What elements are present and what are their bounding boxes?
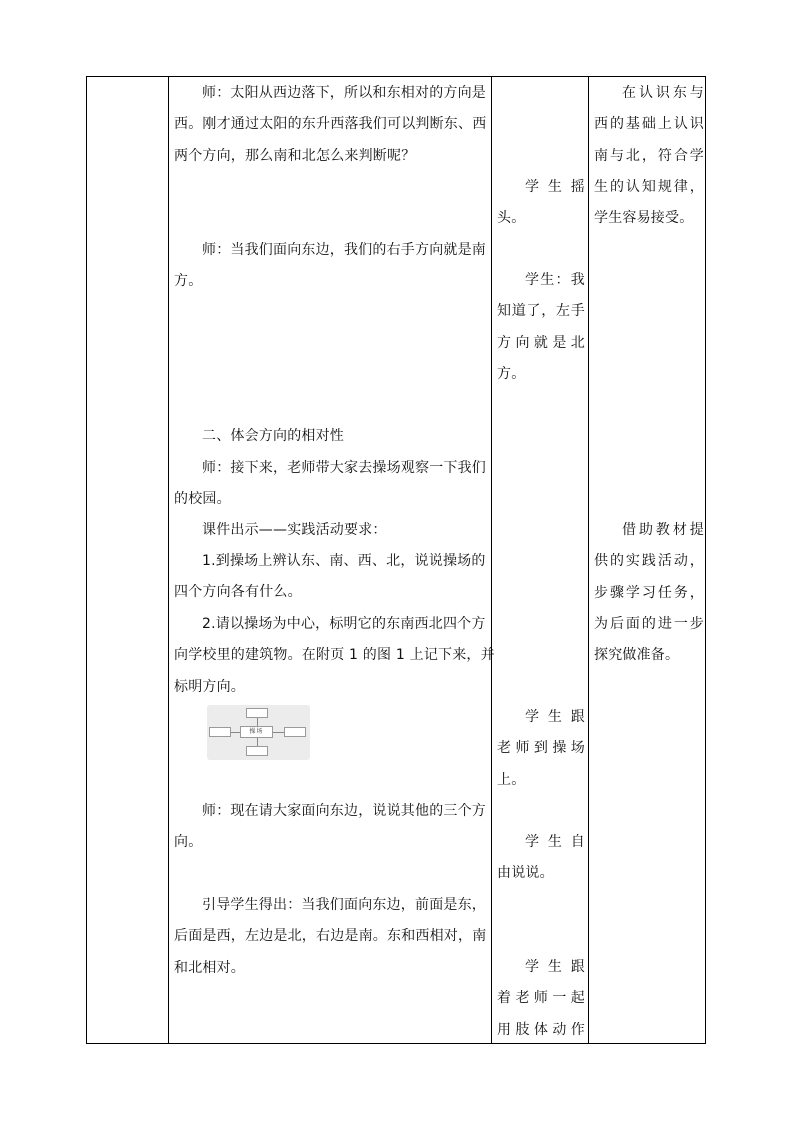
playground-box: 操场 xyxy=(240,726,273,738)
design-note-2: 借助教材提 供的实践活动， 步骤学习任务， 为后面的进一步 探究做准备。 xyxy=(594,522,704,664)
east-box xyxy=(284,727,306,737)
student-response-1: 学生摇 头。 xyxy=(497,179,585,227)
activity-item-1: 1.到操场上辨认东、南、西、北，说说操场的 四个方向各有什么。 xyxy=(174,553,486,601)
teacher-paragraph-6: 引导学生得出：当我们面向东边，前面是东， 后面是西，左边是北，右边是南。东和西相对，南 和北相对。 xyxy=(174,897,487,976)
column-divider xyxy=(491,77,492,1043)
section-heading: 二、体会方向的相对性 xyxy=(202,428,344,444)
student-response-2: 学生：我 知道了，左手 方向就是北 方。 xyxy=(497,272,585,382)
student-response-4: 学生自 由说说。 xyxy=(497,834,585,882)
arrow-west xyxy=(231,732,240,733)
arrow-south xyxy=(257,738,258,746)
student-response-5: 学生跟 着老师一起 用肢体动作 xyxy=(497,959,585,1038)
teacher-paragraph-1: 师：太阳从西边落下，所以和东相对的方向是 西。刚才通过太阳的东升西落我们可以判断东、西 两个方向，那么南和北怎么来判断呢？ xyxy=(174,85,487,164)
south-box xyxy=(246,746,268,756)
playground-direction-diagram xyxy=(207,705,310,760)
arrow-north xyxy=(257,718,258,726)
north-box xyxy=(246,708,268,718)
column-divider xyxy=(168,77,169,1043)
teacher-paragraph-2: 师：当我们面向东边，我们的右手方向就是南 方。 xyxy=(174,242,486,290)
column-divider xyxy=(588,77,589,1043)
lesson-plan-table xyxy=(86,76,706,1044)
activity-item-2: 2.请以操场为中心，标明它的东南西北四个方 向学校里的建筑物。在附页 1 的图 1 上记下来，并 标明方向。 xyxy=(174,616,495,695)
design-note-1: 在认识东与 西的基础上认识 南与北，符合学 生的认知规律， 学生容易接受。 xyxy=(594,85,704,227)
teacher-paragraph-5: 师：现在请大家面向东边，说说其他的三个方 向。 xyxy=(174,803,486,851)
arrow-east xyxy=(273,732,284,733)
west-box xyxy=(209,727,231,737)
courseware-heading: 课件出示——实践活动要求： xyxy=(202,522,387,538)
teacher-paragraph-3: 师：接下来，老师带大家去操场观察一下我们 的校园。 xyxy=(174,460,486,508)
student-response-3: 学生跟 老师到操场 上。 xyxy=(497,709,585,788)
